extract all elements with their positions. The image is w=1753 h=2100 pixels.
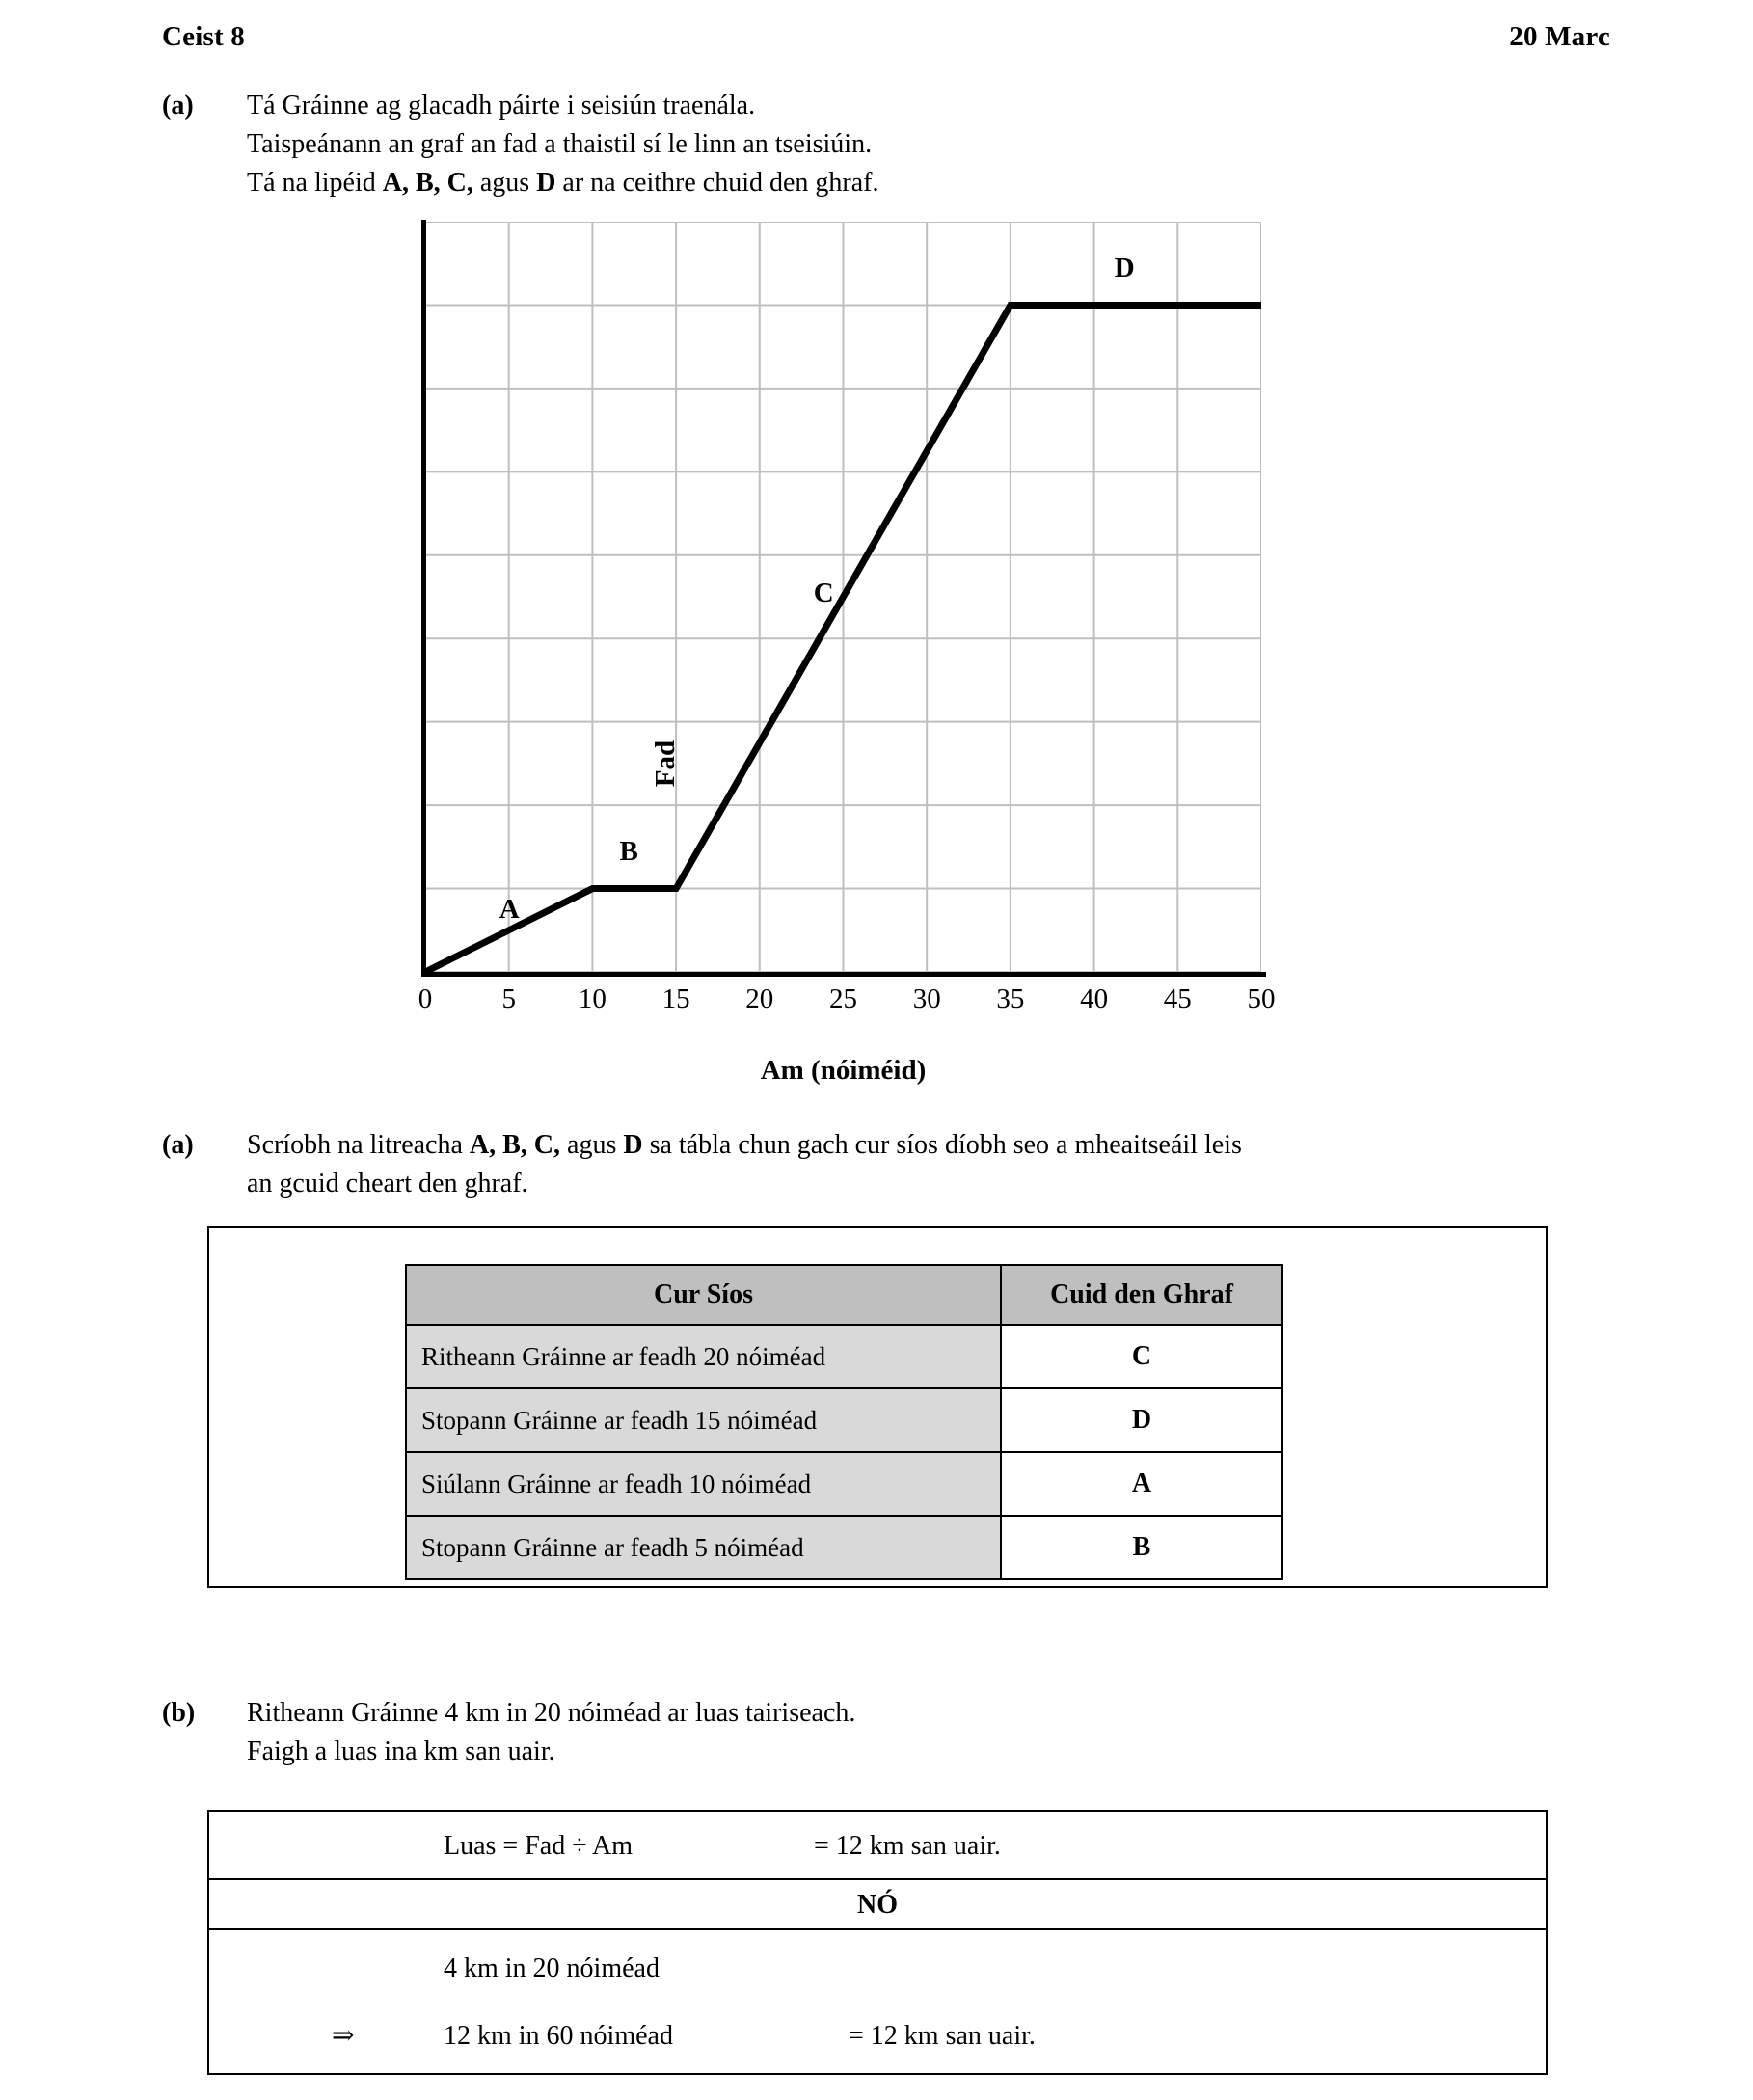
question-b-row — [162, 1694, 1599, 1771]
x-tick-30: 30 — [912, 983, 941, 1014]
matching-table-body — [406, 1325, 1282, 1579]
segment-label-d: D — [1114, 252, 1135, 283]
question-b-block — [162, 1694, 1599, 1771]
x-tick-0: 0 — [418, 983, 433, 1014]
matching-table-head — [406, 1265, 1282, 1325]
table-header-part: Cuid den Ghraf — [1001, 1265, 1282, 1325]
segment-label-b: B — [619, 835, 638, 867]
intro-line-3-bold-d: D — [536, 167, 556, 198]
table-cell-description: Stopann Gráinne ar feadh 15 nóiméad — [406, 1388, 1001, 1452]
answer-b-or-label: NÓ — [857, 1890, 898, 1920]
answer-b-method-1 — [209, 1812, 1546, 1880]
answer-b-m2-result: = 12 km san uair. — [849, 2021, 1036, 2051]
question-b-line-2: Faigh a luas ina km san uair. — [247, 1736, 555, 1766]
intro-line-3-pre: Tá na lipéid — [247, 167, 383, 198]
intro-part-row — [162, 87, 1608, 202]
y-axis-label: Fad — [650, 740, 681, 788]
qa-mid: agus — [560, 1130, 624, 1160]
question-a-line-2: an gcuid cheart den ghraf. — [247, 1168, 528, 1198]
qa-post: sa tábla chun gach cur síos díobh seo a mheaitseáil leis — [642, 1130, 1242, 1160]
question-b-body — [247, 1694, 1599, 1771]
answer-b-implies-icon: ⇒ — [332, 2021, 355, 2051]
qa-bold-abc: A, B, C, — [469, 1130, 561, 1160]
x-tick-45: 45 — [1163, 983, 1192, 1014]
qa-pre: Scríobh na litreacha — [247, 1130, 470, 1160]
intro-line-3-mid: agus — [472, 167, 537, 198]
table-header-row — [406, 1265, 1282, 1325]
x-tick-40: 40 — [1080, 983, 1109, 1014]
question-a-body — [247, 1126, 1599, 1203]
x-tick-15: 15 — [661, 983, 690, 1014]
x-tick-5: 5 — [501, 983, 516, 1014]
question-a-block — [162, 1126, 1599, 1203]
answer-b-formula: Luas = Fad ÷ Am — [444, 1831, 634, 1861]
intro-part-label: (a) — [162, 91, 194, 121]
question-a-label: (a) — [162, 1130, 194, 1160]
intro-block — [162, 87, 1608, 202]
table-row — [406, 1325, 1282, 1388]
x-tick-35: 35 — [996, 983, 1025, 1014]
intro-line-1: Tá Gráinne ag glacadh páirte i seisiún traenála. — [247, 91, 756, 121]
question-number: Ceist 8 — [162, 21, 245, 52]
segment-label-a: A — [499, 894, 520, 926]
answer-box-a — [207, 1226, 1548, 1588]
x-tick-50: 50 — [1247, 983, 1276, 1014]
segment-label-c: C — [813, 577, 834, 608]
answer-b-or-row — [209, 1880, 1546, 1930]
x-axis-ticks — [418, 983, 1276, 1024]
table-cell-part-answer[interactable]: A — [1001, 1452, 1282, 1516]
intro-line-3-post: ar na ceithre chuid den ghraf. — [555, 167, 879, 198]
x-tick-25: 25 — [829, 983, 857, 1014]
page-header — [162, 21, 1610, 53]
x-axis-label: Am (nóiméid) — [760, 1055, 927, 1086]
question-b-label: (b) — [162, 1698, 196, 1728]
table-row — [406, 1516, 1282, 1579]
table-row — [406, 1388, 1282, 1452]
question-a-row — [162, 1126, 1599, 1203]
intro-part-body — [247, 87, 1608, 202]
grid-and-curve — [425, 222, 1261, 972]
table-row — [406, 1452, 1282, 1516]
x-tick-10: 10 — [578, 983, 607, 1014]
intro-line-2: Taispeánann an graf an fad a thaistil sí le linn an tseisiúin. — [247, 128, 873, 159]
table-cell-description: Stopann Gráinne ar feadh 5 nóiméad — [406, 1516, 1001, 1579]
table-cell-description: Ritheann Gráinne ar feadh 20 nóiméad — [406, 1325, 1001, 1388]
answer-b-m2-line-2: 12 km in 60 nóiméad — [444, 2021, 673, 2051]
distance-time-graph — [318, 214, 1340, 1111]
answer-b-method-2 — [209, 1930, 1546, 2071]
matching-table — [405, 1264, 1283, 1580]
table-cell-part-answer[interactable]: D — [1001, 1388, 1282, 1452]
intro-line-3 — [247, 164, 1608, 202]
answer-b-m2-line-1: 4 km in 20 nóiméad — [444, 1953, 660, 1983]
x-axis-line — [421, 972, 1266, 977]
question-a-line-1 — [247, 1126, 1599, 1165]
question-b-line-1: Ritheann Gráinne 4 km in 20 nóiméad ar luas tairiseach. — [247, 1698, 856, 1728]
table-cell-part-answer[interactable]: C — [1001, 1325, 1282, 1388]
plot-area — [425, 222, 1261, 972]
table-cell-description: Siúlann Gráinne ar feadh 10 nóiméad — [406, 1452, 1001, 1516]
answer-box-b — [207, 1810, 1548, 2075]
answer-b-formula-result: = 12 km san uair. — [814, 1831, 1001, 1861]
question-marks: 20 Marc — [1509, 21, 1610, 52]
y-axis-line — [421, 220, 426, 976]
table-header-description: Cur Síos — [406, 1265, 1001, 1325]
qa-bold-d: D — [623, 1130, 643, 1160]
intro-line-3-bold-abc: A, B, C, — [382, 167, 473, 198]
table-cell-part-answer[interactable]: B — [1001, 1516, 1282, 1579]
x-tick-20: 20 — [745, 983, 774, 1014]
